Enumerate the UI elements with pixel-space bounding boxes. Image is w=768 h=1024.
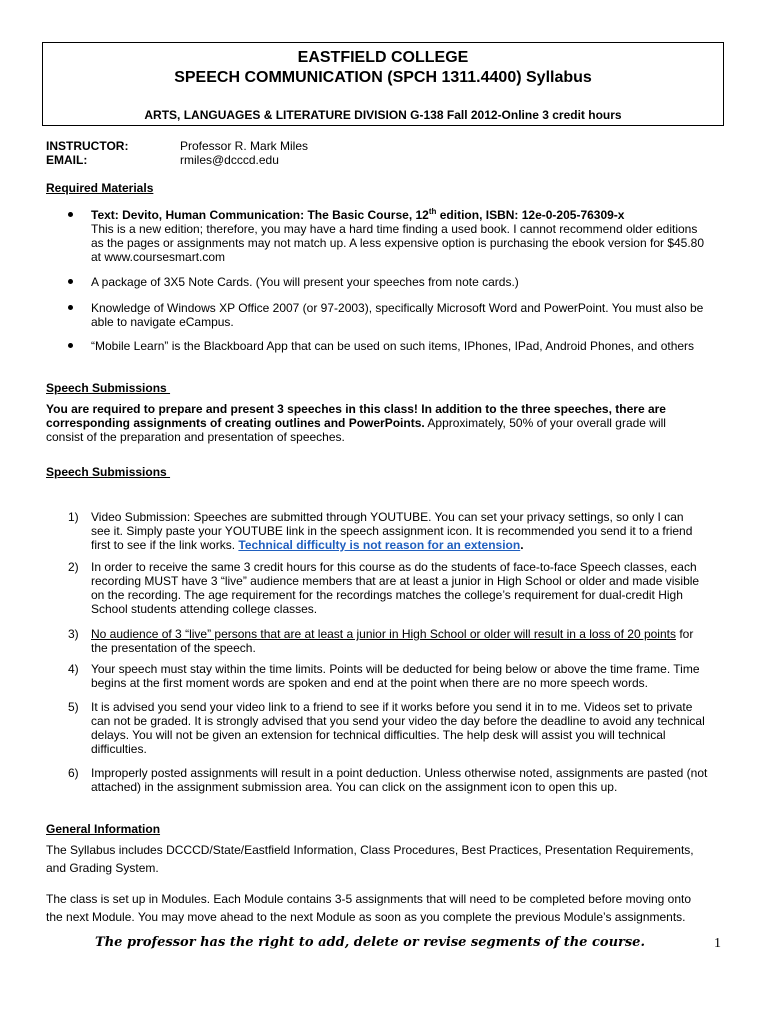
general-info-line: The Syllabus includes DCCCD/State/Eastfield Information, Class Procedures, Best Practices, Presentation Requirements, <box>46 843 694 857</box>
textbook-desc-line: This is a new edition; therefore, you may have a hard time finding a used book. I cannot recommend older editions <box>91 222 698 236</box>
list-item-line: No audience of 3 “live” persons that are at least a junior in High School or older will result in a loss of 20 points for <box>91 627 694 641</box>
knowledge-item-line: Knowledge of Windows XP Office 2007 (or 97-2003), specifically Microsoft Word and PowerPoint. You must also be <box>91 301 704 315</box>
general-info-line: and Grading System. <box>46 861 159 875</box>
footer-note: The professor has the right to add, delete or revise segments of the course. <box>95 935 645 950</box>
list-item-line: on the recording. The age requirement for the recordings matches the college’s requirement for dual-credit High <box>91 588 683 602</box>
list-item-line: recording MUST have 3 “live” audience members that are at least a junior in High School or older and made visible <box>91 574 700 588</box>
speech-requirement-line: consist of the preparation and presentation of speeches. <box>46 430 345 444</box>
list-item-line: School students attending college classes. <box>91 602 318 616</box>
general-info-line: The class is set up in Modules. Each Module contains 3-5 assignments that will need to be completed before moving onto <box>46 892 692 906</box>
list-item-line: the presentation of the speech. <box>91 641 256 655</box>
bullet-icon <box>68 343 73 348</box>
course-title: SPEECH COMMUNICATION (SPCH 1311.4400) Syllabus <box>174 69 592 86</box>
list-item-line: difficulties. <box>91 742 147 756</box>
email-value: rmiles@dcccd.edu <box>180 153 279 167</box>
list-item-line: Improperly posted assignments will result in a point deduction. Unless otherwise noted, assignments are pasted (not <box>91 766 708 780</box>
list-number: 2) <box>68 560 79 574</box>
page-number: 1 <box>714 936 721 951</box>
list-item-line: Your speech must stay within the time limits. Points will be deducted for being below or above the time frame. Time <box>91 662 700 676</box>
general-information-heading: General Information <box>46 822 161 836</box>
instructor-value: Professor R. Mark Miles <box>180 139 309 153</box>
required-materials-heading: Required Materials <box>46 181 154 195</box>
speech-requirement-line: You are required to prepare and present 3 speeches in this class! In addition to the three speeches, there are <box>46 402 666 416</box>
general-info-line: the next Module. You may move ahead to the next Module as soon as you complete the previous Module’s assignments. <box>46 910 686 924</box>
list-number: 3) <box>68 627 79 641</box>
email-label: EMAIL: <box>46 153 88 167</box>
list-item-line: attached) in the assignment submission area. You can click on the assignment icon to open this up. <box>91 780 618 794</box>
bullet-icon <box>68 212 73 217</box>
list-item-line: It is advised you send your video link to a friend to see if it works before you send it in to me. Videos set to private <box>91 700 693 714</box>
list-item-line: see it. Simply paste your YOUTUBE link in the speech assignment icon. It is recommended you send it to a friend <box>91 524 693 538</box>
bullet-icon <box>68 279 73 284</box>
division-line: ARTS, LANGUAGES & LITERATURE DIVISION G-138 Fall 2012-Online 3 credit hours <box>144 108 622 122</box>
bullet-icon <box>68 305 73 310</box>
list-item-line: begins at the first moment words are spoken and end at the point when there are no more speech words. <box>91 676 648 690</box>
mobile-learn-item: “Mobile Learn” is the Blackboard App that can be used on such items, IPhones, IPad, Android Phones, and others <box>91 339 695 353</box>
list-item-line: Video Submission: Speeches are submitted through YOUTUBE. You can set your privacy settings, so only I can <box>91 510 684 524</box>
header-box <box>42 42 724 126</box>
list-item-line: delays. You will not be given an extension for technical difficulties. The help desk will assist you will technical <box>91 728 666 742</box>
speech-submissions-heading: Speech Submissions <box>46 465 171 479</box>
instructor-label: INSTRUCTOR: <box>46 139 129 153</box>
list-item-line: can not be graded. It is strongly advised that you send your video the day before the deadline to avoid any technical <box>91 714 705 728</box>
speech-submissions-heading: Speech Submissions <box>46 381 171 395</box>
textbook-desc-line: as the pages or assignments may not match up. A less expensive option is purchasing the ebook version for $45.80 <box>91 236 705 250</box>
knowledge-item-line: able to navigate eCampus. <box>91 315 234 329</box>
list-number: 5) <box>68 700 79 714</box>
extension-policy-link[interactable]: Technical difficulty is not reason for an extension <box>238 538 521 552</box>
list-number: 6) <box>68 766 79 780</box>
list-number: 1) <box>68 510 79 524</box>
note-cards-item: A package of 3X5 Note Cards. (You will present your speeches from note cards.) <box>91 275 519 289</box>
speech-requirement-line: corresponding assignments of creating outlines and PowerPoints. Approximately, 50% of your overall grade will <box>46 416 666 430</box>
textbook-desc-line: at www.coursesmart.com <box>91 250 226 264</box>
college-title: EASTFIELD COLLEGE <box>297 49 469 66</box>
list-number: 4) <box>68 662 79 676</box>
list-item-line: first to see if the link works. Technical difficulty is not reason for an extension. <box>91 538 524 552</box>
textbook-line: Text: Devito, Human Communication: The Basic Course, 12th edition, ISBN: 12e-0-205-76309-x <box>91 207 625 222</box>
list-item-line: In order to receive the same 3 credit hours for this course as do the students of face-to-face Speech classes, each <box>91 560 697 574</box>
